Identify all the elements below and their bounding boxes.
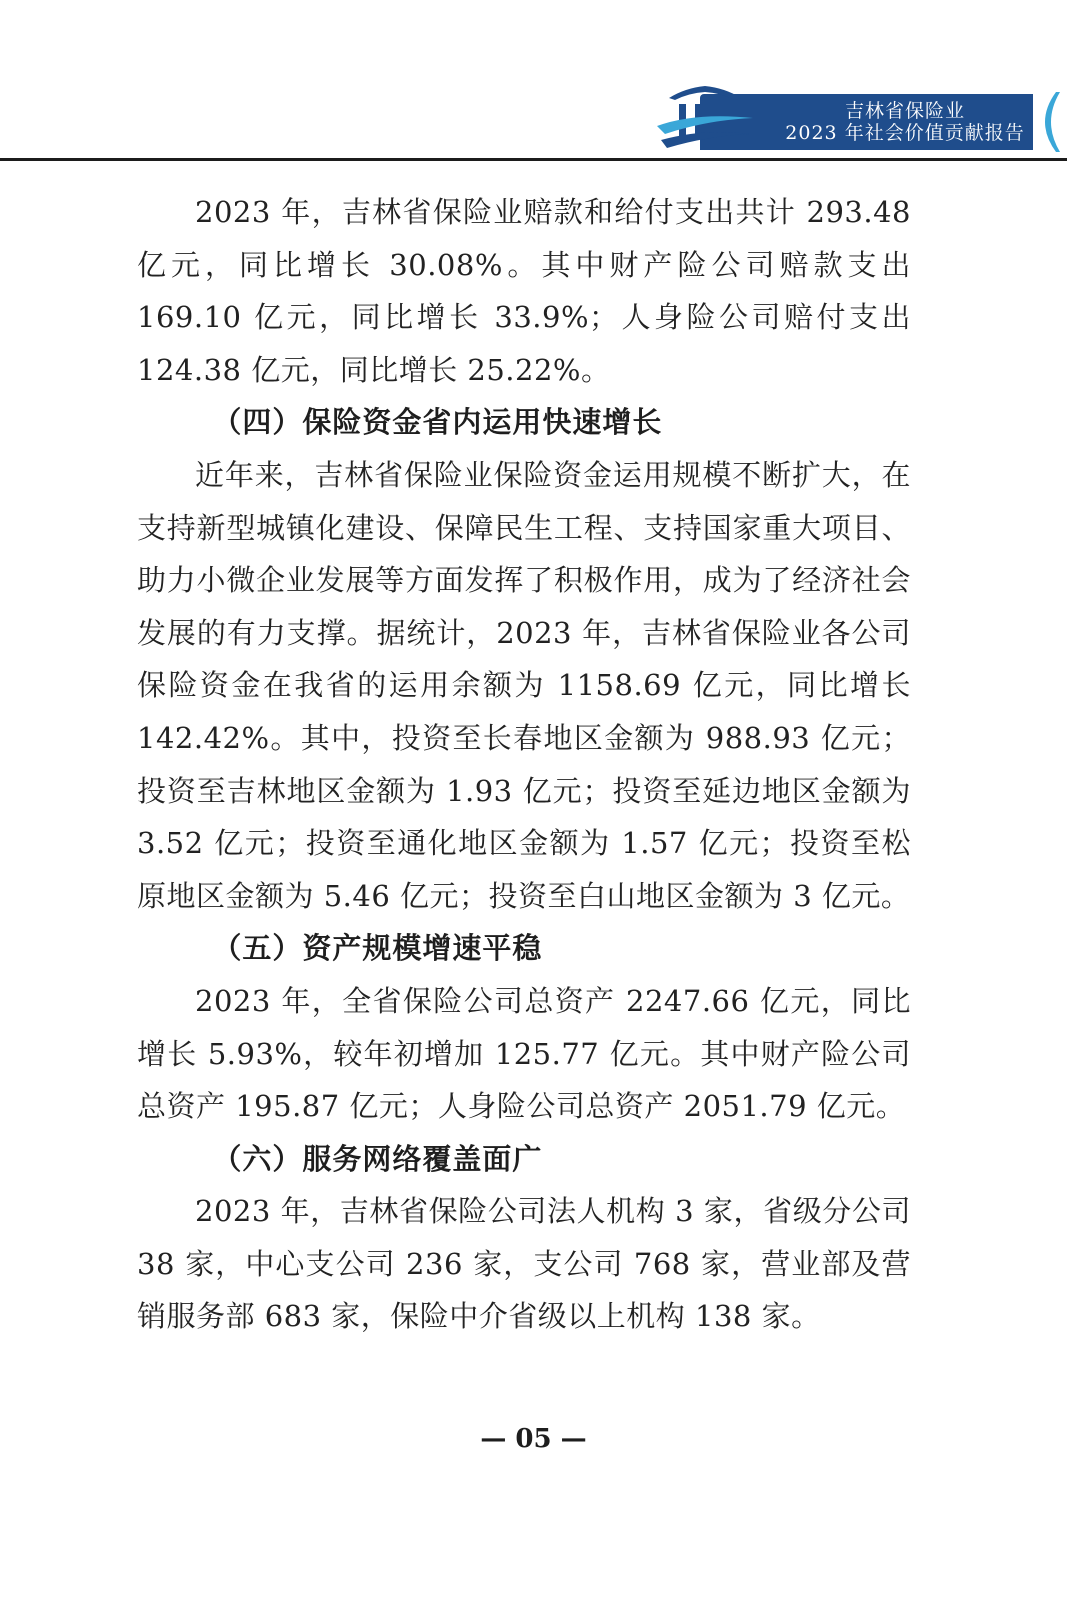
page-body [137,186,911,1343]
header-title-line1: 吉林省保险业 [844,100,965,122]
bracket-ornament-icon [1030,90,1060,154]
header-divider [0,158,1067,161]
report-logo-icon [655,84,755,156]
section-heading-4: （四）保险资金省内运用快速增长 [212,405,663,440]
page-number: — 05 — [480,1424,587,1454]
page-header [0,0,1067,162]
header-title-line2: 2023 年社会价值贡献报告 [785,122,1025,144]
paragraph-assets: 2023 年，全省保险公司总资产 2247.66 亿元，同比增长 5.93%，较年初增加 125.77 亿元。其中财产险公司总资产 195.87 亿元；人身险公司总资产 2051.79 亿元。 [137,983,911,1124]
paragraph-fund-usage: 近年来，吉林省保险业保险资金运用规模不断扩大，在支持新型城镇化建设、保障民生工程、支持国家重大项目、助力小微企业发展等方面发挥了积极作用，成为了经济社会发展的有力支撑。据统计，2023 年，吉林省保险业各公司保险资金在我省的运用余额为 1158.69 亿元，同比增长 142.42%。其中，投资至长春地区金额为 988.93 亿元；投资至吉林地区金额为 1.93 亿元；投资至延边地区金额为 3.52 亿元；投资至通化地区金额为 1.57 亿元；投资至松原地区金额为 5.46 亿元；投资至白山地区金额为 3 亿元。 [137,457,911,913]
section-heading-6: （六）服务网络覆盖面广 [212,1141,543,1176]
header-title [780,100,1030,144]
paragraph-network: 2023 年，吉林省保险公司法人机构 3 家，省级分公司 38 家，中心支公司 236 家，支公司 768 家，营业部及营销服务部 683 家，保险中介省级以上机构 138 家。 [137,1194,911,1334]
section-heading-5: （五）资产规模增速平稳 [212,931,543,966]
paragraph-claims: 2023 年，吉林省保险业赔款和给付支出共计 293.48 亿元，同比增长 30.08%。其中财产险公司赔款支出 169.10 亿元，同比增长 33.9%；人身险公司赔付支出 124.38 亿元，同比增长 25.22%。 [137,195,911,387]
